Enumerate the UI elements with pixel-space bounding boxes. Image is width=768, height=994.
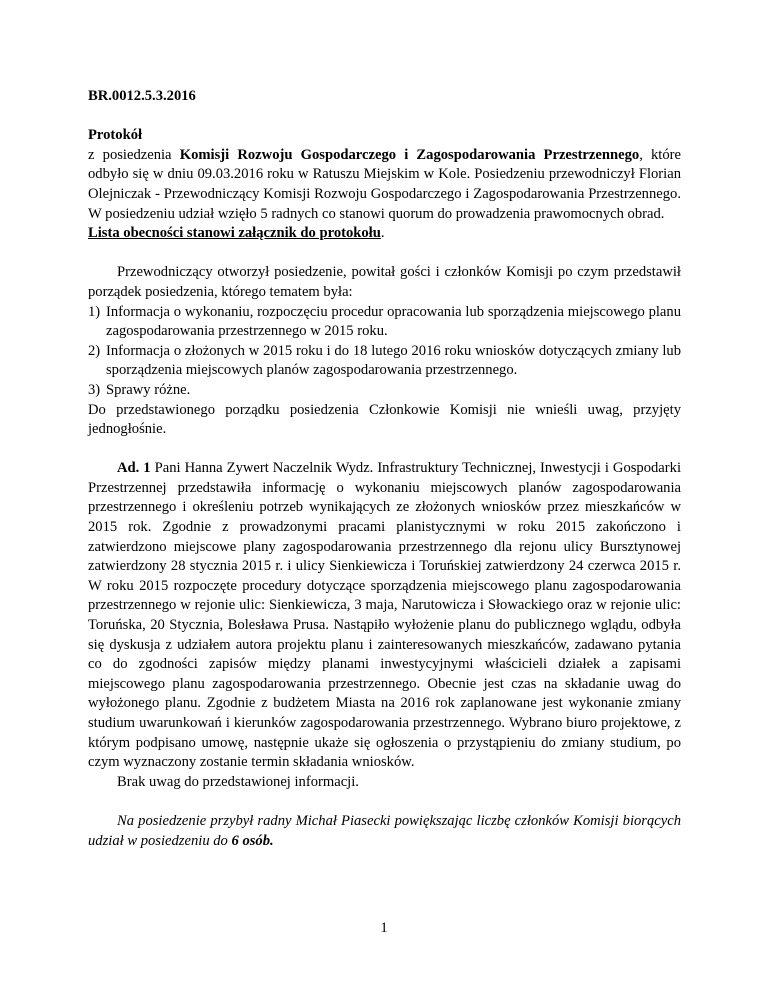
ad1-no-remarks: Brak uwag do przedstawionej informacji. — [117, 773, 359, 790]
ad1-paragraph — [88, 459, 681, 773]
agenda-item — [88, 342, 681, 381]
protocol-intro — [88, 146, 681, 224]
attendance-text: Lista obecności stanowi załącznik do protokołu — [88, 225, 381, 242]
agenda-conclusion: Do przedstawionego porządku posiedzenia Członkowie Komisji nie wnieśli uwag, przyjęty jednogłośnie. — [88, 401, 681, 438]
protocol-title: Protokół — [88, 127, 143, 144]
agenda-item-number: 3) — [88, 381, 101, 398]
agenda-item-text: Informacja o wykonaniu, rozpoczęciu procedur opracowania lub sporządzenia miejscowego planu zagospodarowania przestrzennego w 2015 roku. — [106, 303, 681, 340]
intro-before: z posiedzenia — [88, 146, 180, 163]
agenda-item-number: 2) — [88, 342, 101, 359]
arrival-text: Na posiedzenie przybył radny Michał Piasecki powiększając liczbę członków Komisji biorących udział w posiedzeniu do — [88, 812, 681, 849]
member-count: 6 osób. — [231, 832, 274, 849]
attendance-end: . — [380, 225, 385, 242]
document-signature: BR.0012.5.3.2016 — [88, 88, 196, 104]
document-content — [88, 87, 681, 851]
agenda-intro: Przewodniczący otworzył posiedzenie, powitał gości i członków Komisji po czym przedstawił porządek posiedzenia, którego tematem była: — [88, 264, 681, 300]
attendance-note — [88, 224, 681, 244]
agenda-list — [88, 303, 681, 401]
agenda-item-text: Informacja o złożonych w 2015 roku i do 18 lutego 2016 roku wniosków dotyczących zmiany lub sporządzenia miejscowych planów zagospodarowania przestrzennego. — [106, 342, 681, 379]
arrival-note — [88, 812, 681, 851]
ad1-label: Ad. 1 — [117, 460, 151, 477]
agenda-item — [88, 303, 681, 342]
ad1-text: Pani Hanna Zywert Naczelnik Wydz. Infrastruktury Technicznej, Inwestycji i Gospodarki Przestrzennej przedstawiła informację o wykonaniu miejscowych planów zagospodarowania przestrzennego i określeniu potrzeb wynikających ze złożonych wniosków przez mieszkańców w 2015 rok. Zgodnie z prowadzonymi pracami planistycznymi w roku 2015 zakończono i zatwierdzono miejscowe plany zagospodarowania przestrzennego dla rejonu ulicy Bursztynowej zatwierdzony 28 stycznia 2015 r. i ulicy Sienkiewicza i Toruńskiej zatwierdzony 24 czerwca 2015 r. W roku 2015 rozpoczęte procedury dotyczące sporządzenia miejscowego planu zagospodarowania przestrzennego w rejonie ulic: Sienkiewicza, 3 maja, Narutowicza i Słowackiego oraz w rejonie ulic: Toruńska, 20 Stycznia, Bolesława Prusa. Nastąpiło wyłożenie planu do publicznego wglądu, odbyła się dyskusja z udziałem autora projektu planu i zainteresowanych mieszkańców, zadawano pytania co do zgodności zapisów między planami inwestycyjnymi właścicieli działek a zapisami miejscowego planu zagospodarowania przestrzennego. Obecnie jest czas na składanie uwag do wyłożonego planu. Zgodnie z budżetem Miasta na 2016 rok zaplanowane jest wykonanie zmiany studium uwarunkowań i kierunków zagospodarowania przestrzennego. Wybrano biuro projektowe, z którym podpisano umowę, następnie ukaże się ogłoszenia o przystąpieniu do zmiany studium, po czym wyznaczony zostanie termin składania wniosków. — [88, 460, 681, 771]
commission-name: Komisji Rozwoju Gospodarczego i Zagospodarowania Przestrzennego — [179, 146, 640, 163]
agenda-item-number: 1) — [88, 303, 101, 320]
intro-after: , które odbyło się w dniu 09.03.2016 roku w Ratuszu Miejskim w Kole. Posiedzeniu przewodniczył Florian Olejniczak - Przewodniczący Komisji Rozwoju Gospodarczego i Zagospodarowania Przestrzennego. W posiedzeniu udział wzięło 5 radnych co stanowi quorum do prowadzenia prawomocnych obrad. — [88, 146, 681, 222]
agenda-item — [88, 381, 681, 401]
page-number: 1 — [380, 920, 388, 936]
agenda-item-text: Sprawy różne. — [106, 381, 191, 398]
